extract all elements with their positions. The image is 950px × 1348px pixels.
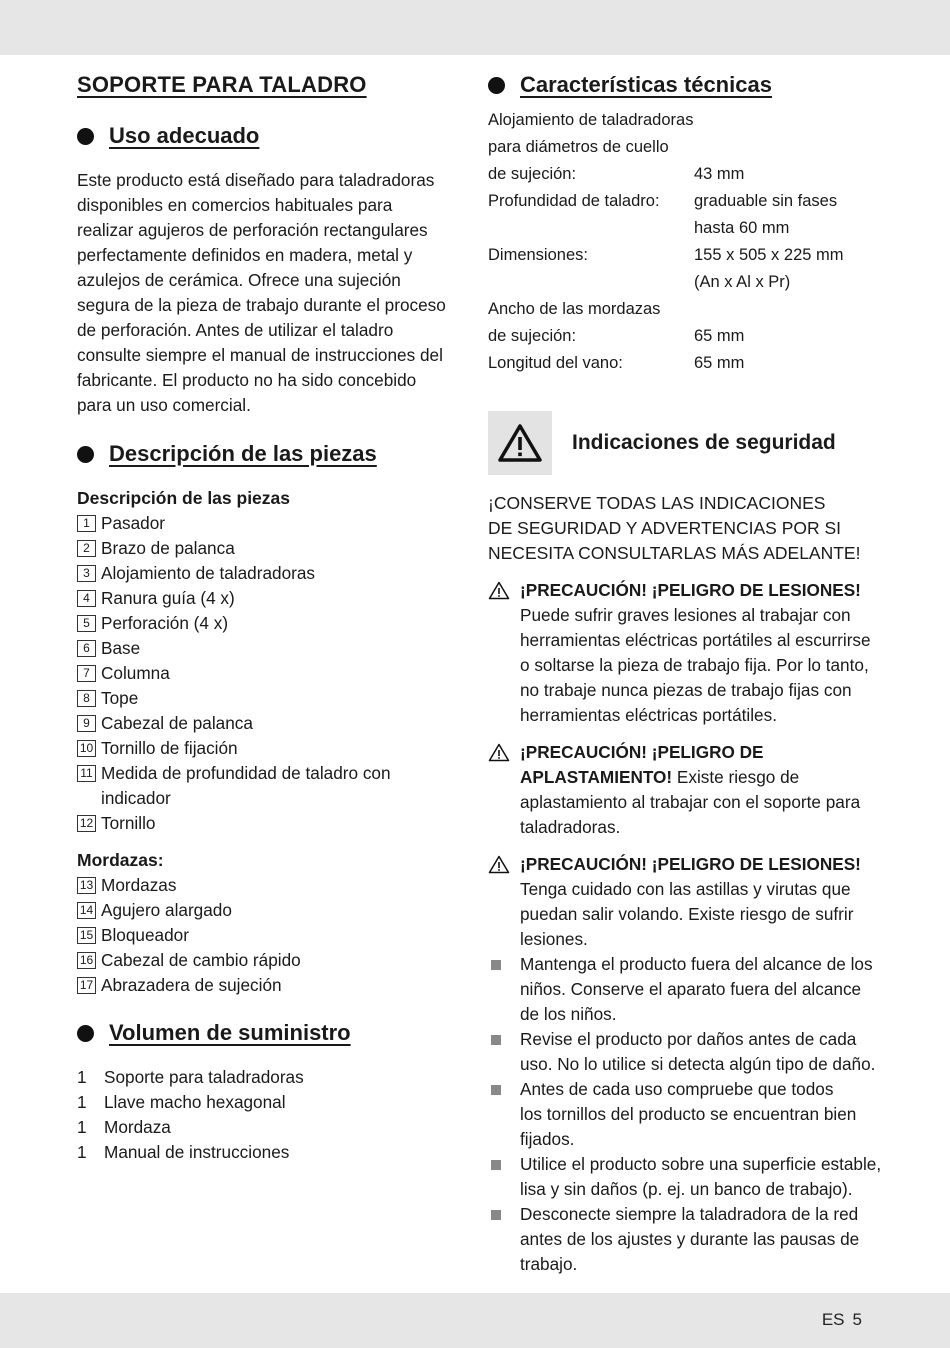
warning-icon bbox=[488, 852, 520, 952]
section-caracteristicas: Características técnicas bbox=[488, 72, 888, 98]
square-bullet-icon bbox=[488, 1027, 520, 1077]
list-item: 5 Perforación (4 x) bbox=[77, 611, 467, 636]
table-row: Ancho de las mordazas bbox=[488, 300, 661, 318]
list-item: 13 Mordazas bbox=[77, 873, 467, 898]
safety-bullets bbox=[488, 952, 888, 1277]
bullet-dot-icon bbox=[77, 446, 94, 463]
list-item: 6 Base bbox=[77, 636, 467, 661]
warning-block-chips: ¡PRECAUCIÓN! ¡PELIGRO DE LESIONES! Tenga cuidado con las astillas y virutas que puedan salir volando. Existe riesgo de sufrir lesiones. bbox=[488, 852, 888, 952]
list-item: 11 Medida de profundidad de taladro con indicador bbox=[77, 761, 467, 811]
list-item: 15 Bloqueador bbox=[77, 923, 467, 948]
safety-header bbox=[488, 411, 888, 475]
list-item: 14 Agujero alargado bbox=[77, 898, 467, 923]
table-row: Profundidad de taladro: graduable sin fases bbox=[488, 192, 838, 210]
warning-block-injury: ¡PRECAUCIÓN! ¡PELIGRO DE LESIONES! Puede sufrir graves lesiones al trabajar con herramientas eléctricas portátiles al escurrirse o soltarse la pieza de trabajo fija. Por lo tanto, no trabaje nunca piezas de trabajo fijas con herramientas eléctricas portátiles. bbox=[488, 578, 888, 728]
list-item: 12 Tornillo bbox=[77, 811, 467, 836]
warning-block-crush: ¡PRECAUCIÓN! ¡PELIGRO DE APLASTAMIENTO! Existe riesgo de aplastamiento al trabajar con el soporte para taladradoras. bbox=[488, 740, 888, 840]
right-column bbox=[488, 70, 888, 1277]
uso-paragraph: Este producto está diseñado para taladradoras disponibles en comercios habituales para realizar agujeros de perforación rectangulares perfectamente definidos en madera, metal y azulejos de cerámica. Ofrece una sujeción segura de la pieza de trabajo durante el proceso de perforación. Antes de utilizar el taladro consulte siempre el manual de instrucciones del fabricante. El producto no ha sido concebido para un uso comercial. bbox=[77, 170, 446, 415]
mordazas-list bbox=[77, 873, 467, 998]
page-title: SOPORTE PARA TALADRO bbox=[77, 72, 367, 97]
spec-table bbox=[488, 107, 888, 377]
section-volumen: Volumen de suministro bbox=[77, 1020, 467, 1046]
list-item: Desconecte siempre la taladradora de la red antes de los ajustes y durante las pausas de trabajo. bbox=[488, 1202, 888, 1277]
list-item: 4 Ranura guía (4 x) bbox=[77, 586, 467, 611]
square-bullet-icon bbox=[488, 1202, 520, 1277]
table-row: Dimensiones: 155 x 505 x 225 mm bbox=[488, 246, 844, 264]
section-uso-adecuado: Uso adecuado bbox=[77, 123, 467, 149]
list-item: 8 Tope bbox=[77, 686, 467, 711]
warning-icon bbox=[488, 740, 520, 840]
list-item: 10 Tornillo de fijación bbox=[77, 736, 467, 761]
list-item: Revise el producto por daños antes de cada uso. No lo utilice si detecta algún tipo de daño. bbox=[488, 1027, 888, 1077]
safety-keep-notice: ¡CONSERVE TODAS LAS INDICACIONES DE SEGURIDAD Y ADVERTENCIAS POR SI NECESITA CONSULTARLAS MÁS ADELANTE! bbox=[488, 493, 861, 563]
list-item: 9 Cabezal de palanca bbox=[77, 711, 467, 736]
list-item: Antes de cada uso compruebe que todos los tornillos del producto se encuentran bien fijados. bbox=[488, 1077, 888, 1152]
bullet-dot-icon bbox=[77, 128, 94, 145]
parts-list bbox=[77, 511, 467, 836]
bottom-band bbox=[0, 1293, 950, 1348]
list-item: Utilice el producto sobre una superficie estable, lisa y sin daños (p. ej. un banco de trabajo). bbox=[488, 1152, 888, 1202]
bullet-dot-icon bbox=[488, 77, 505, 94]
square-bullet-icon bbox=[488, 952, 520, 1027]
list-item: 7 Columna bbox=[77, 661, 467, 686]
list-item: 1 Soporte para taladradoras bbox=[77, 1067, 304, 1087]
table-row: de sujeción: 65 mm bbox=[488, 327, 745, 345]
table-row: para diámetros de cuello bbox=[488, 138, 669, 156]
warning-triangle-icon bbox=[488, 411, 552, 475]
bullet-dot-icon bbox=[77, 1025, 94, 1042]
top-band bbox=[0, 0, 950, 55]
list-item: 1 Mordaza bbox=[77, 1117, 171, 1137]
parts-subheading: Descripción de las piezas bbox=[77, 488, 291, 508]
left-column bbox=[77, 70, 467, 1165]
list-item: 2 Brazo de palanca bbox=[77, 536, 467, 561]
supply-list bbox=[77, 1065, 467, 1165]
list-item: 17 Abrazadera de sujeción bbox=[77, 973, 467, 998]
list-item: 16 Cabezal de cambio rápido bbox=[77, 948, 467, 973]
list-item: 1 Pasador bbox=[77, 511, 467, 536]
square-bullet-icon bbox=[488, 1152, 520, 1202]
section-descripcion: Descripción de las piezas bbox=[77, 441, 467, 467]
list-item: 3 Alojamiento de taladradoras bbox=[77, 561, 467, 586]
list-item: 1 Llave macho hexagonal bbox=[77, 1092, 286, 1112]
table-row: Longitud del vano: 65 mm bbox=[488, 354, 745, 372]
table-row: Alojamiento de taladradoras bbox=[488, 111, 694, 129]
list-item: Mantenga el producto fuera del alcance de los niños. Conserve el aparato fuera del alcance de los niños. bbox=[488, 952, 888, 1027]
warning-icon bbox=[488, 578, 520, 728]
table-row: hasta 60 mm bbox=[694, 219, 790, 237]
page-number: ES 5 bbox=[821, 1310, 862, 1329]
list-item: 1 Manual de instrucciones bbox=[77, 1142, 290, 1162]
table-row: de sujeción: 43 mm bbox=[488, 165, 745, 183]
safety-heading: Indicaciones de seguridad bbox=[572, 431, 836, 454]
table-row: (An x Al x Pr) bbox=[694, 273, 791, 291]
square-bullet-icon bbox=[488, 1077, 520, 1152]
mordazas-subheading: Mordazas: bbox=[77, 850, 164, 870]
